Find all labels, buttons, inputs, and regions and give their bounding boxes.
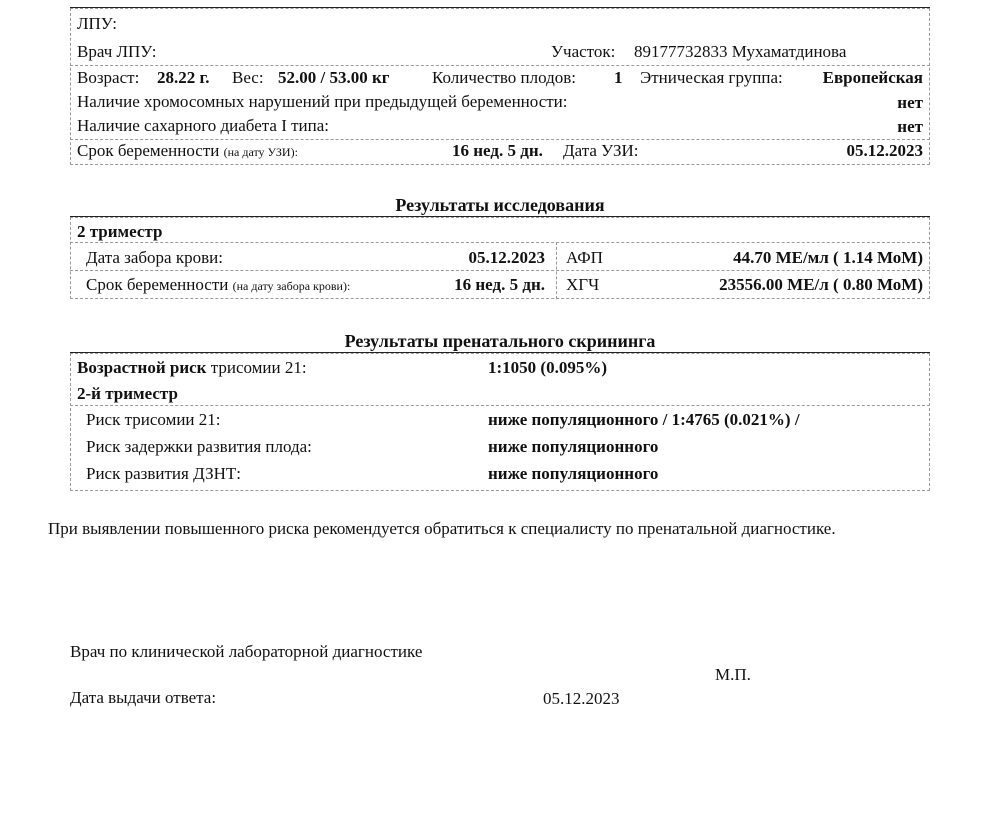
doctor-label: Врач ЛПУ: [77,42,157,61]
screening-title: Результаты пренатального скрининга [344,331,656,351]
blood-term-label [86,275,350,296]
blood-term-value: 16 нед. 5 дн. [454,275,545,294]
district-label: Участок: [551,42,616,61]
chromosomal-label: Наличие хромосомных нарушений при предыдущей беременности: [77,92,568,111]
fetus-label: Количество плодов: [432,68,576,87]
divider [70,139,930,140]
weight-label: Вес: [232,68,264,87]
lpu-label: ЛПУ: [77,14,117,33]
diabetes-label: Наличие сахарного диабета I типа: [77,116,330,135]
term-label [77,141,298,162]
hcg-label: ХГЧ [566,275,600,294]
research-trimester: 2 триместр [77,222,163,241]
issue-date-value: 05.12.2023 [543,689,620,708]
screening-trimester: 2-й триместр [77,384,178,403]
afp-label: АФП [566,248,603,267]
term-note: (на дату УЗИ): [223,145,298,159]
stamp-place: М.П. [715,665,751,684]
weight-value: 52.00 / 53.00 кг [278,68,390,87]
blood-term-label-text: Срок беременности [86,275,229,294]
ethnic-value: Европейская [822,68,923,87]
fetus-value: 1 [614,68,623,87]
age-risk-value: 1:1050 (0.095%) [488,358,607,377]
term-value: 16 нед. 5 дн. [452,141,543,160]
research-title: Результаты исследования [395,195,605,215]
blood-term-note: (на дату забора крови): [232,279,351,293]
district-value: 89177732833 Мухаматдинова [634,42,847,61]
afp-value: 44.70 МЕ/мл ( 1.14 МоМ) [733,248,923,267]
age-label: Возраст: [77,68,140,87]
ethnic-label: Этническая группа: [640,68,783,87]
hcg-value: 23556.00 МЕ/л ( 0.80 МоМ) [719,275,923,294]
diabetes-value: нет [897,117,923,136]
blood-date-value: 05.12.2023 [468,248,545,267]
lab-doctor-title: Врач по клинической лабораторной диагностике [70,642,423,661]
chromosomal-value: нет [897,93,923,112]
recommendation-text: При выявлении повышенного риска рекомендуется обратиться к специалисту по пренатальной диагностике. [48,519,836,538]
growth-value: ниже популяционного [488,437,659,456]
growth-label: Риск задержки развития плода: [86,437,312,456]
term-label-text: Срок беременности [77,141,220,160]
divider [70,242,930,243]
us-date-label: Дата УЗИ: [563,141,639,160]
divider [70,270,930,271]
age-risk-label [77,358,307,378]
age-value: 28.22 г. [157,68,210,87]
divider [556,242,557,299]
us-date-value: 05.12.2023 [846,141,923,160]
ntd-label: Риск развития ДЗНТ: [86,464,242,483]
t21-value: ниже популяционного / 1:4765 (0.021%) / [488,410,800,429]
issue-date-label: Дата выдачи ответа: [70,688,217,707]
age-risk-rest: трисомии 21: [210,358,307,377]
ntd-value: ниже популяционного [488,464,659,483]
t21-label: Риск трисомии 21: [86,410,221,429]
age-risk-bold: Возрастной риск [77,358,207,377]
divider [70,405,930,406]
blood-date-label: Дата забора крови: [86,248,223,267]
divider [70,65,930,66]
